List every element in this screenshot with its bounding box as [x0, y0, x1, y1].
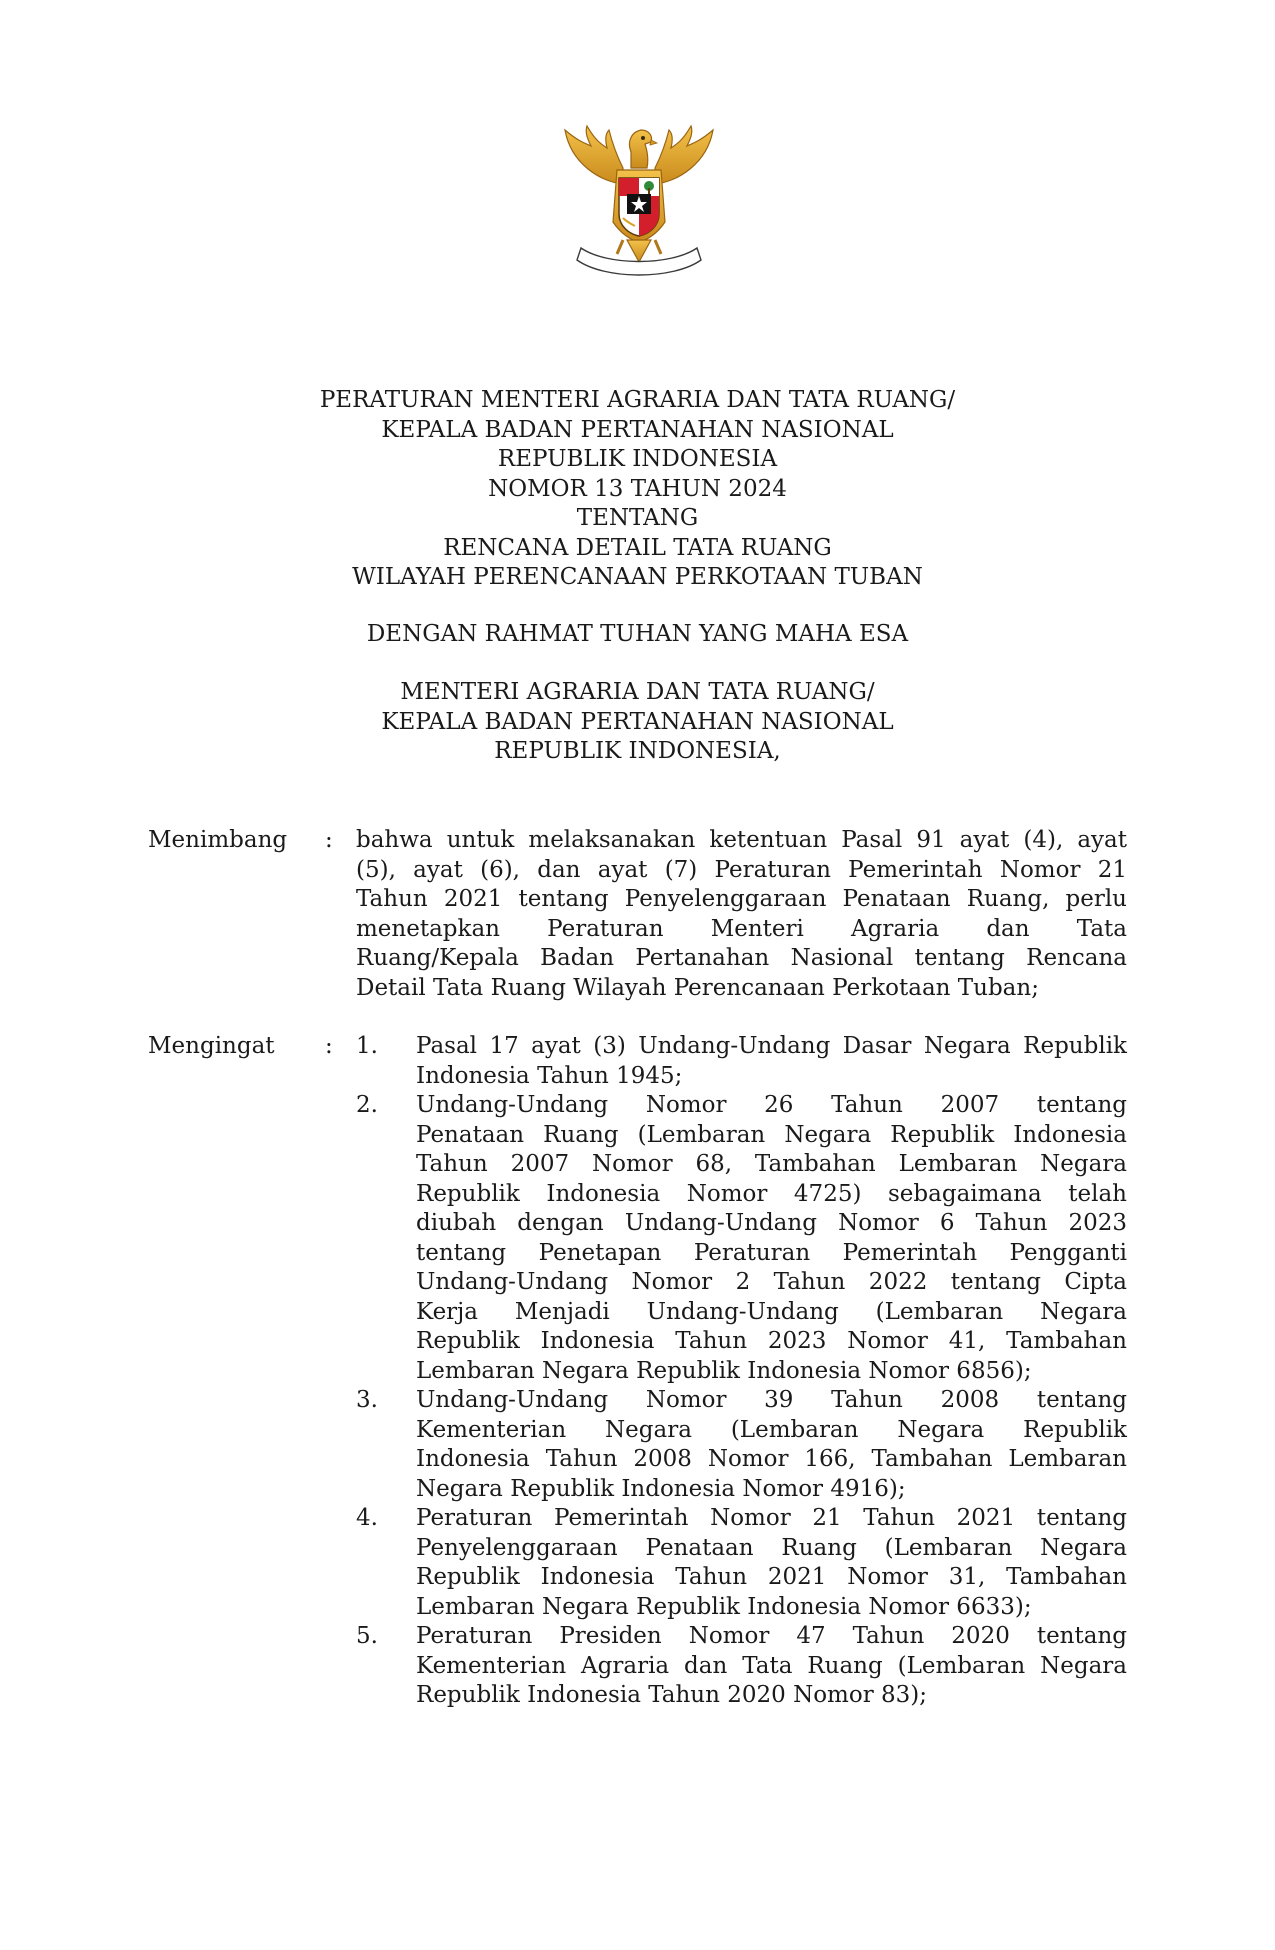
list-number: 4.	[356, 1505, 378, 1531]
text-line: Negara Republik Indonesia Nomor 4916);	[416, 1475, 906, 1502]
text-line: Ruang/Kepala Badan Pertanahan Nasional tentang Rencana	[356, 945, 1127, 971]
issuer-line: REPUBLIK INDONESIA,	[494, 738, 781, 764]
menimbang-colon: :	[325, 827, 333, 853]
list-number: 2.	[356, 1092, 378, 1118]
list-number: 3.	[356, 1387, 378, 1413]
list-item	[416, 1622, 1127, 1711]
text-line: diubah dengan Undang-Undang Nomor 6 Tahun 2023	[416, 1210, 1127, 1236]
text-line: Lembaran Negara Republik Indonesia Nomor 6856);	[416, 1357, 1032, 1384]
text-line: Penyelenggaraan Penataan Ruang (Lembaran Negara	[416, 1534, 1127, 1561]
text-line: Pasal 17 ayat (3) Undang-Undang Dasar Negara Republik	[416, 1033, 1127, 1059]
list-number: 1.	[356, 1033, 378, 1059]
issuer-block	[0, 678, 1275, 767]
text-line: Tahun 2021 tentang Penyelenggaraan Penataan Ruang, perlu	[356, 886, 1127, 912]
garuda-emblem	[561, 122, 717, 284]
text-line: Indonesia Tahun 1945;	[416, 1062, 683, 1089]
text-line: Republik Indonesia Tahun 2023 Nomor 41, Tambahan	[416, 1328, 1127, 1354]
list-item	[416, 1032, 1127, 1091]
list-item	[416, 1504, 1127, 1622]
title-line: WILAYAH PERENCANAAN PERKOTAAN TUBAN	[352, 564, 923, 590]
opening-phrase	[0, 620, 1275, 650]
text-line: Peraturan Pemerintah Nomor 21 Tahun 2021 tentang	[416, 1505, 1127, 1531]
list-item	[416, 1386, 1127, 1504]
menimbang-text	[356, 826, 1127, 1003]
text-line: Indonesia Tahun 2008 Nomor 166, Tambahan Lembaran	[416, 1446, 1127, 1472]
text-line: Undang-Undang Nomor 2 Tahun 2022 tentang Cipta	[416, 1269, 1127, 1295]
text-line: Peraturan Presiden Nomor 47 Tahun 2020 tentang	[416, 1623, 1127, 1649]
text-line: Kerja Menjadi Undang-Undang (Lembaran Negara	[416, 1298, 1127, 1325]
regulation-title	[0, 386, 1275, 593]
title-line: REPUBLIK INDONESIA	[497, 446, 778, 472]
text-line: Republik Indonesia Tahun 2021 Nomor 31, Tambahan	[416, 1564, 1127, 1590]
title-line: PERATURAN MENTERI AGRARIA DAN TATA RUANG/	[319, 387, 956, 413]
list-item	[416, 1091, 1127, 1386]
text-line: Undang-Undang Nomor 26 Tahun 2007 tentang	[416, 1092, 1127, 1118]
issuer-line: KEPALA BADAN PERTANAHAN NASIONAL	[381, 708, 894, 735]
opening-line: DENGAN RAHMAT TUHAN YANG MAHA ESA	[366, 621, 909, 647]
text-line: Penataan Ruang (Lembaran Negara Republik Indonesia	[416, 1121, 1127, 1148]
issuer-line: MENTERI AGRARIA DAN TATA RUANG/	[400, 679, 875, 705]
text-line: Tahun 2007 Nomor 68, Tambahan Lembaran Negara	[416, 1151, 1127, 1177]
text-line: Republik Indonesia Tahun 2020 Nomor 83);	[416, 1682, 928, 1708]
text-line: bahwa untuk melaksanakan ketentuan Pasal 91 ayat (4), ayat	[356, 827, 1127, 853]
menimbang-label: Menimbang	[148, 827, 288, 853]
garuda-emblem-icon	[561, 122, 717, 284]
text-line: Undang-Undang Nomor 39 Tahun 2008 tentang	[416, 1387, 1127, 1413]
text-line: Kementerian Agraria dan Tata Ruang (Lembaran Negara	[416, 1652, 1127, 1679]
list-number: 5.	[356, 1623, 378, 1649]
title-line: RENCANA DETAIL TATA RUANG	[443, 534, 832, 561]
text-line: Detail Tata Ruang Wilayah Perencanaan Perkotaan Tuban;	[356, 974, 1039, 1001]
title-line: NOMOR 13 TAHUN 2024	[488, 475, 787, 502]
text-line: Lembaran Negara Republik Indonesia Nomor 6633);	[416, 1593, 1032, 1620]
text-line: Kementerian Negara (Lembaran Negara Republik	[416, 1416, 1127, 1443]
text-line: (5), ayat (6), dan ayat (7) Peraturan Pemerintah Nomor 21	[356, 856, 1127, 883]
text-line: Republik Indonesia Nomor 4725) sebagaimana telah	[416, 1180, 1127, 1207]
title-line: TENTANG	[576, 505, 699, 531]
text-line: tentang Penetapan Peraturan Pemerintah Pengganti	[416, 1239, 1127, 1266]
mengingat-label: Mengingat	[148, 1033, 275, 1059]
text-line: menetapkan Peraturan Menteri Agraria dan Tata	[356, 915, 1127, 942]
mengingat-colon: :	[325, 1033, 333, 1059]
title-line: KEPALA BADAN PERTANAHAN NASIONAL	[381, 416, 894, 443]
